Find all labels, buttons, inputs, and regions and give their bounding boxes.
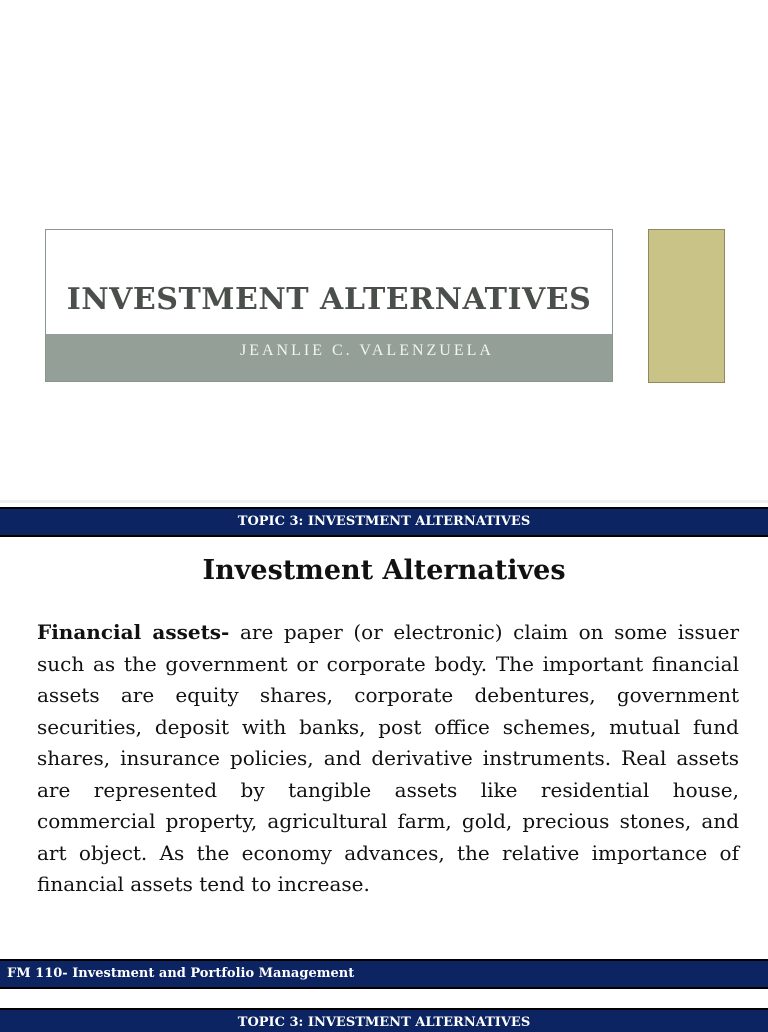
slide-title: INVESTMENT ALTERNATIVES (66, 282, 592, 317)
content-slide (0, 503, 768, 1030)
body-text: are paper (or electronic) claim on some issuer such as the government or corporate body. The important financial assets are equity shares, corporate debentures, government securities, deposit with banks, post office schemes, mutual fund shares, insurance policies, and derivative instruments. Real assets are represented by tangible assets like residential house, commercial property, agricultural farm, gold, precious stones, and art object. As the economy advances, the relative importance of financial assets tend to increase. (37, 620, 740, 896)
title-slide (0, 0, 768, 500)
author-name: JEANLIE C. VALENZUELA (240, 342, 494, 359)
accent-block (648, 229, 725, 383)
next-slide-header (0, 1008, 768, 1032)
topic-header-bar (0, 507, 768, 537)
next-topic-label: TOPIC 3: INVESTMENT ALTERNATIVES (237, 1015, 531, 1030)
footer-bar (0, 959, 768, 989)
course-label: FM 110- Investment and Portfolio Management (7, 966, 355, 981)
author-band (46, 334, 612, 381)
lead-term: Financial assets- (37, 620, 230, 644)
topic-label: TOPIC 3: INVESTMENT ALTERNATIVES (237, 514, 531, 529)
content-heading: Investment Alternatives (202, 555, 566, 586)
body-paragraph (37, 617, 739, 901)
title-box (45, 229, 613, 382)
